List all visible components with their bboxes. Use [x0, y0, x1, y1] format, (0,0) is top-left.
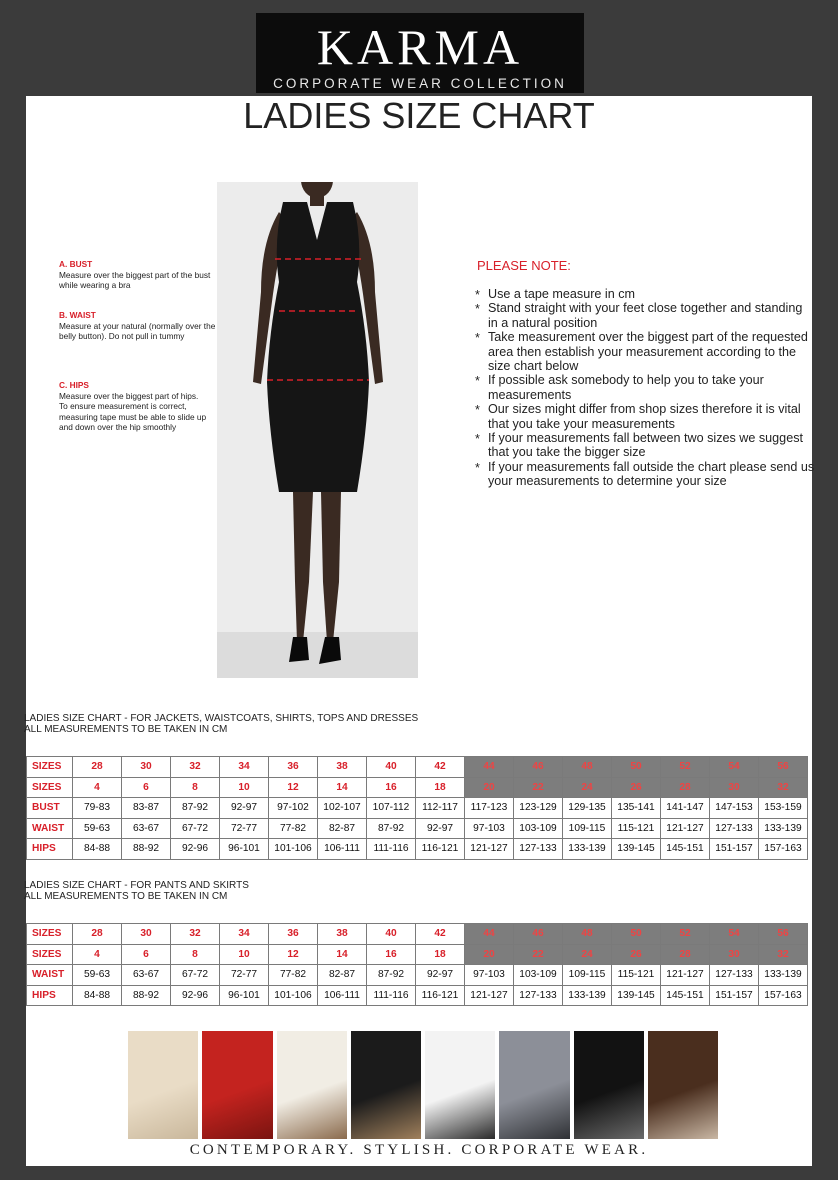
table-cell: 26: [612, 944, 661, 965]
table-cell: 139-145: [612, 985, 661, 1006]
table-cell: 40: [367, 924, 416, 945]
table-cell: 111-116: [367, 985, 416, 1006]
row-header: SIZES: [27, 924, 73, 945]
table-cell: 59-63: [73, 818, 122, 839]
table-cell: 88-92: [122, 839, 171, 860]
table-cell: 4: [73, 944, 122, 965]
table-row: [27, 965, 808, 986]
table-cell: 28: [661, 944, 710, 965]
table-cell: 157-163: [759, 985, 808, 1006]
table-cell: 151-157: [710, 985, 759, 1006]
table-cell: 123-129: [514, 798, 563, 819]
hips-label-text: Measure over the biggest part of hips. To ensure measurement is correct, measuring tape must be able to slide up and down over the hip smoothly: [59, 390, 207, 432]
table-cell: 153-159: [759, 798, 808, 819]
collection-photo-black-suit: [351, 1031, 421, 1139]
table-cell: 129-135: [563, 798, 612, 819]
table-cell: 83-87: [122, 798, 171, 819]
table-cell: 127-133: [710, 965, 759, 986]
table-cell: 133-139: [563, 985, 612, 1006]
table2-caption: [24, 880, 249, 902]
table-cell: 92-97: [416, 965, 465, 986]
note-heading: PLEASE NOTE:: [477, 258, 571, 273]
table-cell: 92-97: [220, 798, 269, 819]
table-cell: 32: [171, 757, 220, 778]
table-cell: 48: [563, 757, 612, 778]
hips-label-title: C. HIPS: [59, 380, 89, 390]
collection-photo-black-dress: [574, 1031, 644, 1139]
note-item: * Use a tape measure in cm: [475, 287, 815, 301]
brand-name: KARMA: [316, 19, 524, 75]
table-cell: 26: [612, 777, 661, 798]
table-cell: 133-139: [759, 818, 808, 839]
hips-label: [59, 380, 209, 433]
table-cell: 157-163: [759, 839, 808, 860]
table-cell: 30: [710, 944, 759, 965]
table-cell: 28: [73, 757, 122, 778]
table-cell: 79-83: [73, 798, 122, 819]
table-cell: 67-72: [171, 965, 220, 986]
table-cell: 107-112: [367, 798, 416, 819]
table-cell: 28: [73, 924, 122, 945]
table-row: [27, 944, 808, 965]
brand-subtitle: CORPORATE WEAR COLLECTION: [273, 76, 567, 91]
table-cell: 44: [465, 757, 514, 778]
table-cell: 67-72: [171, 818, 220, 839]
table-cell: 145-151: [661, 985, 710, 1006]
table-cell: 84-88: [73, 985, 122, 1006]
table-cell: 84-88: [73, 839, 122, 860]
table-cell: 6: [122, 944, 171, 965]
bust-label-title: A. BUST: [59, 259, 93, 269]
table-cell: 97-103: [465, 818, 514, 839]
table-cell: 88-92: [122, 985, 171, 1006]
table-cell: 28: [661, 777, 710, 798]
table-cell: 92-96: [171, 839, 220, 860]
table-cell: 63-67: [122, 818, 171, 839]
table-cell: 34: [220, 924, 269, 945]
table-cell: 30: [122, 757, 171, 778]
table-cell: 127-133: [710, 818, 759, 839]
table1-caption-line2: ALL MEASUREMENTS TO BE TAKEN IN CM: [24, 724, 228, 735]
table2-caption-line2: ALL MEASUREMENTS TO BE TAKEN IN CM: [24, 891, 228, 902]
note-item: * Our sizes might differ from shop sizes therefore it is vital that you take your measurements: [475, 402, 815, 431]
table-cell: 30: [122, 924, 171, 945]
waist-label: [59, 310, 219, 342]
table-cell: 30: [710, 777, 759, 798]
table-cell: 20: [465, 944, 514, 965]
collection-photo-white-coat: [277, 1031, 347, 1139]
table-cell: 109-115: [563, 818, 612, 839]
row-header: HIPS: [27, 985, 73, 1006]
table-cell: 111-116: [367, 839, 416, 860]
table-cell: 54: [710, 924, 759, 945]
table-cell: 14: [318, 944, 367, 965]
table-cell: 10: [220, 777, 269, 798]
table-cell: 24: [563, 777, 612, 798]
table-cell: 8: [171, 944, 220, 965]
table-row: [27, 757, 808, 778]
size-chart-page: [24, 95, 815, 1166]
model-photo: [217, 182, 418, 678]
table-cell: 42: [416, 757, 465, 778]
table-cell: 54: [710, 757, 759, 778]
collection-photo-red-coat: [202, 1031, 272, 1139]
note-item: * Stand straight with your feet close together and standing in a natural position: [475, 301, 815, 330]
size-table-tops: [26, 756, 808, 860]
table-cell: 139-145: [612, 839, 661, 860]
table-cell: 46: [514, 924, 563, 945]
table-cell: 116-121: [416, 985, 465, 1006]
table-cell: 127-133: [514, 839, 563, 860]
table-cell: 106-111: [318, 985, 367, 1006]
size-table-bottoms: [26, 923, 808, 1006]
waist-label-title: B. WAIST: [59, 310, 96, 320]
table-cell: 48: [563, 924, 612, 945]
table-cell: 72-77: [220, 818, 269, 839]
waist-label-text: Measure at your natural (normally over the belly button). Do not pull in tummy: [59, 320, 216, 341]
note-item: * If your measurements fall outside the chart please send us your measurements to determine your size: [475, 460, 815, 489]
note-item: * Take measurement over the biggest part of the requested area then establish your measurement according to the size chart below: [475, 330, 815, 373]
table-cell: 10: [220, 944, 269, 965]
table-cell: 116-121: [416, 839, 465, 860]
table-cell: 32: [759, 944, 808, 965]
table-cell: 115-121: [612, 965, 661, 986]
table-row: [27, 985, 808, 1006]
table-cell: 40: [367, 757, 416, 778]
table-cell: 101-106: [269, 839, 318, 860]
page-title: LADIES SIZE CHART: [243, 95, 595, 136]
table-cell: 121-127: [465, 839, 514, 860]
table-cell: 102-107: [318, 798, 367, 819]
table-cell: 127-133: [514, 985, 563, 1006]
table-cell: 72-77: [220, 965, 269, 986]
table-cell: 117-123: [465, 798, 514, 819]
table1-caption-line1: LADIES SIZE CHART - FOR JACKETS, WAISTCOATS, SHIRTS, TOPS AND DRESSES: [24, 713, 419, 724]
table-cell: 92-97: [416, 818, 465, 839]
table-cell: 109-115: [563, 965, 612, 986]
table-cell: 121-127: [661, 818, 710, 839]
table-row: [27, 798, 808, 819]
collection-photo-cream-jacket: [128, 1031, 198, 1139]
row-header: SIZES: [27, 757, 73, 778]
table-cell: 77-82: [269, 965, 318, 986]
table-cell: 56: [759, 924, 808, 945]
table-cell: 87-92: [367, 965, 416, 986]
table-cell: 133-139: [563, 839, 612, 860]
note-item: * If your measurements fall between two sizes we suggest that you take the bigger size: [475, 431, 815, 460]
table-cell: 87-92: [367, 818, 416, 839]
note-list: [475, 287, 815, 489]
row-header: BUST: [27, 798, 73, 819]
table-cell: 22: [514, 944, 563, 965]
table-cell: 97-103: [465, 965, 514, 986]
table-cell: 36: [269, 757, 318, 778]
table-cell: 44: [465, 924, 514, 945]
table-cell: 8: [171, 777, 220, 798]
row-header: HIPS: [27, 839, 73, 860]
table-cell: 24: [563, 944, 612, 965]
note-item: * If possible ask somebody to help you to take your measurements: [475, 373, 815, 402]
table-cell: 32: [171, 924, 220, 945]
brand-logo: [256, 13, 584, 93]
table-cell: 87-92: [171, 798, 220, 819]
table-cell: 12: [269, 944, 318, 965]
table-cell: 52: [661, 757, 710, 778]
table-cell: 96-101: [220, 839, 269, 860]
table-cell: 112-117: [416, 798, 465, 819]
table-cell: 133-139: [759, 965, 808, 986]
table-cell: 59-63: [73, 965, 122, 986]
table-cell: 147-153: [710, 798, 759, 819]
table-cell: 34: [220, 757, 269, 778]
table-cell: 97-102: [269, 798, 318, 819]
table-cell: 22: [514, 777, 563, 798]
table-cell: 63-67: [122, 965, 171, 986]
row-header: SIZES: [27, 944, 73, 965]
table1-caption: [24, 713, 418, 735]
table-cell: 121-127: [465, 985, 514, 1006]
row-header: WAIST: [27, 965, 73, 986]
table-cell: 96-101: [220, 985, 269, 1006]
table-cell: 46: [514, 757, 563, 778]
table-row: [27, 777, 808, 798]
table-cell: 52: [661, 924, 710, 945]
tagline: CONTEMPORARY. STYLISH. CORPORATE WEAR.: [189, 1142, 649, 1158]
table-cell: 6: [122, 777, 171, 798]
table2-caption-line1: LADIES SIZE CHART - FOR PANTS AND SKIRTS: [24, 880, 249, 891]
table-cell: 38: [318, 757, 367, 778]
table-cell: 38: [318, 924, 367, 945]
table-cell: 4: [73, 777, 122, 798]
table-cell: 18: [416, 777, 465, 798]
table-row: [27, 924, 808, 945]
table-cell: 82-87: [318, 818, 367, 839]
table-row: [27, 818, 808, 839]
table-cell: 121-127: [661, 965, 710, 986]
row-header: SIZES: [27, 777, 73, 798]
table-cell: 103-109: [514, 965, 563, 986]
table-cell: 56: [759, 757, 808, 778]
table-cell: 16: [367, 944, 416, 965]
collection-photo-shirts-belts: [425, 1031, 495, 1139]
table-cell: 50: [612, 924, 661, 945]
bust-label: [59, 259, 219, 291]
table-cell: 135-141: [612, 798, 661, 819]
table-cell: 16: [367, 777, 416, 798]
table-row: [27, 839, 808, 860]
table-cell: 92-96: [171, 985, 220, 1006]
table-cell: 32: [759, 777, 808, 798]
table-cell: 50: [612, 757, 661, 778]
row-header: WAIST: [27, 818, 73, 839]
collection-photo-grey-suit: [499, 1031, 569, 1139]
collection-photo-brown-top: [648, 1031, 718, 1139]
table-cell: 106-111: [318, 839, 367, 860]
table-cell: 18: [416, 944, 465, 965]
table-cell: 12: [269, 777, 318, 798]
collection-photo-strip: [128, 1031, 718, 1139]
table-cell: 101-106: [269, 985, 318, 1006]
table-cell: 151-157: [710, 839, 759, 860]
bust-label-text: Measure over the biggest part of the bust while wearing a bra: [59, 269, 211, 290]
table-cell: 36: [269, 924, 318, 945]
table-cell: 14: [318, 777, 367, 798]
table-cell: 42: [416, 924, 465, 945]
table-cell: 20: [465, 777, 514, 798]
table-cell: 141-147: [661, 798, 710, 819]
table-cell: 77-82: [269, 818, 318, 839]
table-cell: 82-87: [318, 965, 367, 986]
table-cell: 145-151: [661, 839, 710, 860]
table-cell: 103-109: [514, 818, 563, 839]
table-cell: 115-121: [612, 818, 661, 839]
